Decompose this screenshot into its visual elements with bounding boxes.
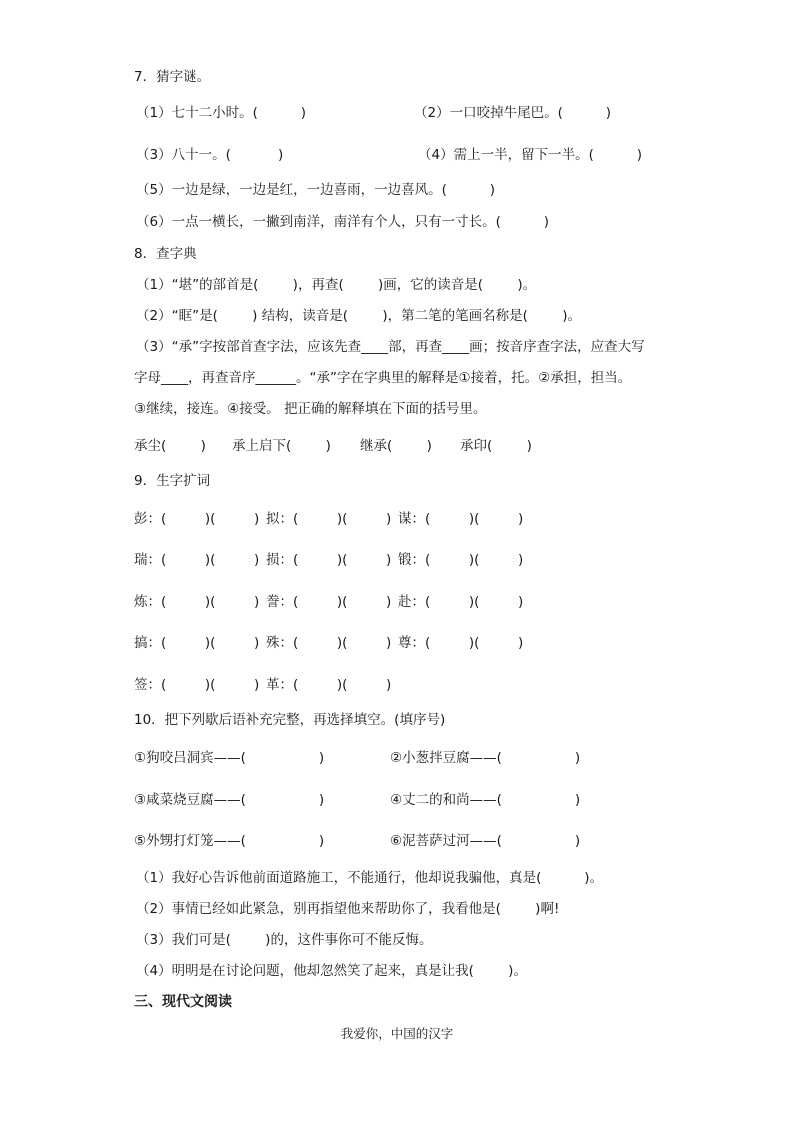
cheng-word-1: 承尘( ) — [134, 438, 206, 454]
fill-q3: （3）我们可是( )的，这件事你可不能反悔。 — [136, 932, 433, 948]
dictionary-q1: （1）“堪”的部首是( )，再查( )画，它的读音是( )。 — [136, 277, 537, 293]
section-10-title: 10．把下列歇后语补充完整，再选择填空。(填序号) — [134, 712, 446, 728]
expand-word-zun: 尊：( )( ) — [398, 635, 524, 651]
xiehouyu-1: ①狗咬吕洞宾——( ) — [134, 750, 325, 766]
riddle-4: （4）需上一半，留下一半。( ) — [418, 147, 643, 163]
dictionary-q3-line3: ③继续，接连。④接受。 把正确的解释填在下面的括号里。 — [134, 401, 487, 417]
dictionary-q2: （2）“眶”是( ) 结构，读音是( )，第二笔的笔画名称是( )。 — [136, 308, 581, 324]
section-7-title: 7．猜字谜。 — [134, 69, 211, 85]
xiehouyu-4: ④丈二的和尚——( ) — [390, 792, 581, 808]
expand-word-peng: 彭：( )( ) — [134, 511, 260, 527]
riddle-5: （5）一边是绿，一边是红，一边喜雨，一边喜风。( ) — [136, 182, 496, 198]
expand-word-lian: 炼：( )( ) — [134, 594, 260, 610]
xiehouyu-3: ③咸菜烧豆腐——( ) — [134, 792, 325, 808]
riddle-3: （3）八十一。( ) — [136, 147, 284, 163]
dictionary-q3-line1: （3）“承”字按部首查字法，应该先查____部，再查____画；按音序查字法，应查大写 — [136, 339, 645, 355]
expand-word-qian: 签：( )( ) — [134, 677, 260, 693]
article-title: 我爱你，中国的汉字 — [340, 1026, 454, 1041]
expand-word-ni: 拟：( )( ) — [266, 511, 392, 527]
expand-word-fu: 赴：( )( ) — [398, 594, 524, 610]
riddle-2: （2）一口咬掉牛尾巴。( ) — [414, 105, 612, 121]
expand-word-ge: 革：( )( ) — [266, 677, 392, 693]
section-reading-title: 三、现代文阅读 — [134, 994, 232, 1010]
expand-word-sun: 损：( )( ) — [266, 552, 392, 568]
fill-q4: （4）明明是在讨论问题，他却忽然笑了起来，真是让我( )。 — [136, 963, 527, 979]
riddle-1: （1）七十二小时。( ) — [136, 105, 307, 121]
cheng-word-2: 承上启下( ) — [232, 438, 331, 454]
xiehouyu-5: ⑤外甥打灯笼——( ) — [134, 833, 325, 849]
expand-word-gao: 搞：( )( ) — [134, 635, 260, 651]
expand-word-duan: 锻：( )( ) — [398, 552, 524, 568]
xiehouyu-6: ⑥泥菩萨过河——( ) — [390, 833, 581, 849]
dictionary-q3-line2: 字母____，再查音序______。“承”字在字典里的解释是①接着，托。②承担，担当。 — [134, 370, 632, 386]
section-9-title: 9．生字扩词 — [134, 473, 211, 489]
fill-q1: （1）我好心告诉他前面道路施工，不能通行，他却说我骗他，真是( )。 — [136, 870, 604, 886]
fill-q2: （2）事情已经如此紧急，别再指望他来帮助你了，我看他是( )啊! — [136, 901, 560, 917]
cheng-word-4: 承印( ) — [460, 438, 532, 454]
expand-word-teng: 誊：( )( ) — [266, 594, 392, 610]
riddle-6: （6）一点一横长，一撇到南洋，南洋有个人，只有一寸长。( ) — [136, 214, 550, 230]
section-8-title: 8．查字典 — [134, 246, 197, 262]
expand-word-rui: 瑞：( )( ) — [134, 552, 260, 568]
xiehouyu-2: ②小葱拌豆腐——( ) — [390, 750, 581, 766]
expand-word-shu: 殊：( )( ) — [266, 635, 392, 651]
cheng-word-3: 继承( ) — [360, 438, 432, 454]
expand-word-mou: 谋：( )( ) — [398, 511, 524, 527]
